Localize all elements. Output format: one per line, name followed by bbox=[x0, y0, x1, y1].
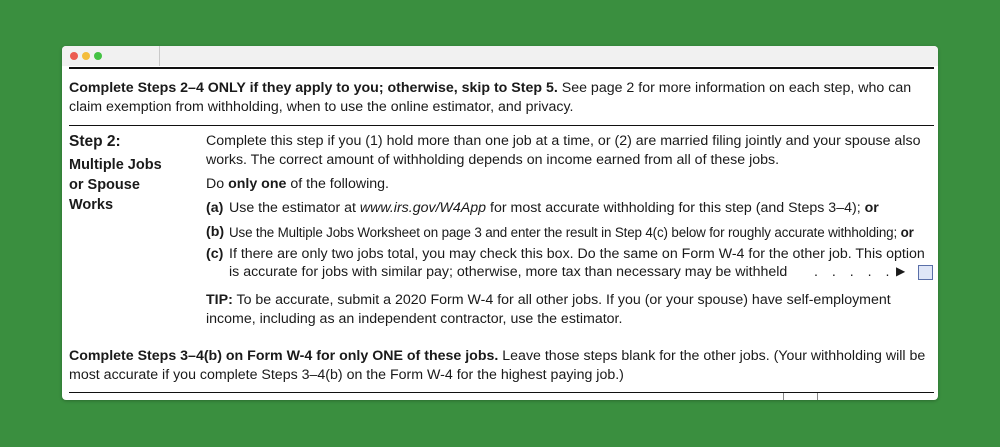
option-b-label: (b) bbox=[206, 224, 225, 240]
option-a-post: for most accurate withholding for this step (and Steps 3–4); bbox=[486, 200, 865, 216]
instruction-pre: Do bbox=[206, 176, 229, 192]
step-name-line: or Spouse bbox=[69, 177, 140, 193]
footer-note bbox=[69, 347, 937, 385]
dot-leader: . . . . . bbox=[814, 264, 895, 280]
footer-note-rest: Leave those steps blank for the other jobs. (Your withholding will be most accurate if you complete Steps 3–4(b) on the Form W-4 for the highest paying job.) bbox=[69, 348, 926, 383]
option-a-pre: Use the estimator at bbox=[229, 200, 360, 216]
intro-paragraph bbox=[69, 79, 937, 117]
bottom-tick bbox=[783, 393, 784, 400]
intro-rest-text: See page 2 for more information on each step, who can claim exemption from withholding, when to use the online estimator, and privacy. bbox=[69, 80, 912, 115]
window-titlebar bbox=[62, 46, 938, 66]
maximize-window-button[interactable] bbox=[94, 52, 102, 60]
top-rule bbox=[69, 67, 934, 69]
step-name-line: Works bbox=[69, 197, 114, 213]
estimator-link[interactable]: www.irs.gov/W4App bbox=[359, 200, 487, 216]
option-c-line1: If there are only two jobs total, you may check this box. Do the same on Form W-4 for the other job. This option bbox=[229, 246, 925, 262]
step-name-line: Multiple Jobs bbox=[69, 157, 162, 173]
step-instruction bbox=[206, 175, 934, 194]
option-a-or: or bbox=[864, 200, 879, 216]
bottom-rule bbox=[69, 392, 934, 393]
step-description: Complete this step if you (1) hold more than one job at a time, or (2) are married filing jointly and your spouse also works. The correct amount of withholding depends on income earned from all of these jobs. bbox=[206, 133, 921, 168]
tip-text: To be accurate, submit a 2020 Form W-4 for all other jobs. If you (or your spouse) have self-employment income, including as an independent contractor, use the estimator. bbox=[206, 292, 891, 327]
close-window-button[interactable] bbox=[70, 52, 78, 60]
option-c-checkbox[interactable] bbox=[918, 265, 933, 280]
instruction-bold: only one bbox=[228, 176, 287, 192]
instruction-post: of the following. bbox=[286, 176, 389, 192]
document-window bbox=[62, 46, 938, 400]
option-b-text bbox=[229, 223, 935, 242]
option-c-label: (c) bbox=[206, 246, 224, 262]
option-c-line2: is accurate for jobs with similar pay; otherwise, more tax than necessary may be withheld bbox=[229, 264, 788, 280]
bottom-tick bbox=[817, 393, 818, 400]
titlebar-divider bbox=[159, 46, 160, 66]
step-number: Step 2: bbox=[69, 133, 121, 150]
option-a-label: (a) bbox=[206, 200, 224, 216]
tip-label: TIP: bbox=[206, 292, 233, 308]
minimize-window-button[interactable] bbox=[82, 52, 90, 60]
option-b-body: Use the Multiple Jobs Worksheet on page 3 and enter the result in Step 4(c) below for roughly accurate withholding; bbox=[229, 225, 901, 240]
step-name bbox=[69, 155, 189, 215]
tip-paragraph bbox=[206, 291, 934, 329]
step-top-rule bbox=[69, 125, 934, 126]
intro-bold-text: Complete Steps 2–4 ONLY if they apply to you; otherwise, skip to Step 5. bbox=[69, 80, 558, 96]
arrow-right-icon: ▶ bbox=[896, 264, 906, 278]
option-a-text bbox=[229, 199, 935, 218]
footer-note-bold: Complete Steps 3–4(b) on Form W-4 for only ONE of these jobs. bbox=[69, 348, 499, 364]
option-b-or: or bbox=[900, 225, 914, 240]
